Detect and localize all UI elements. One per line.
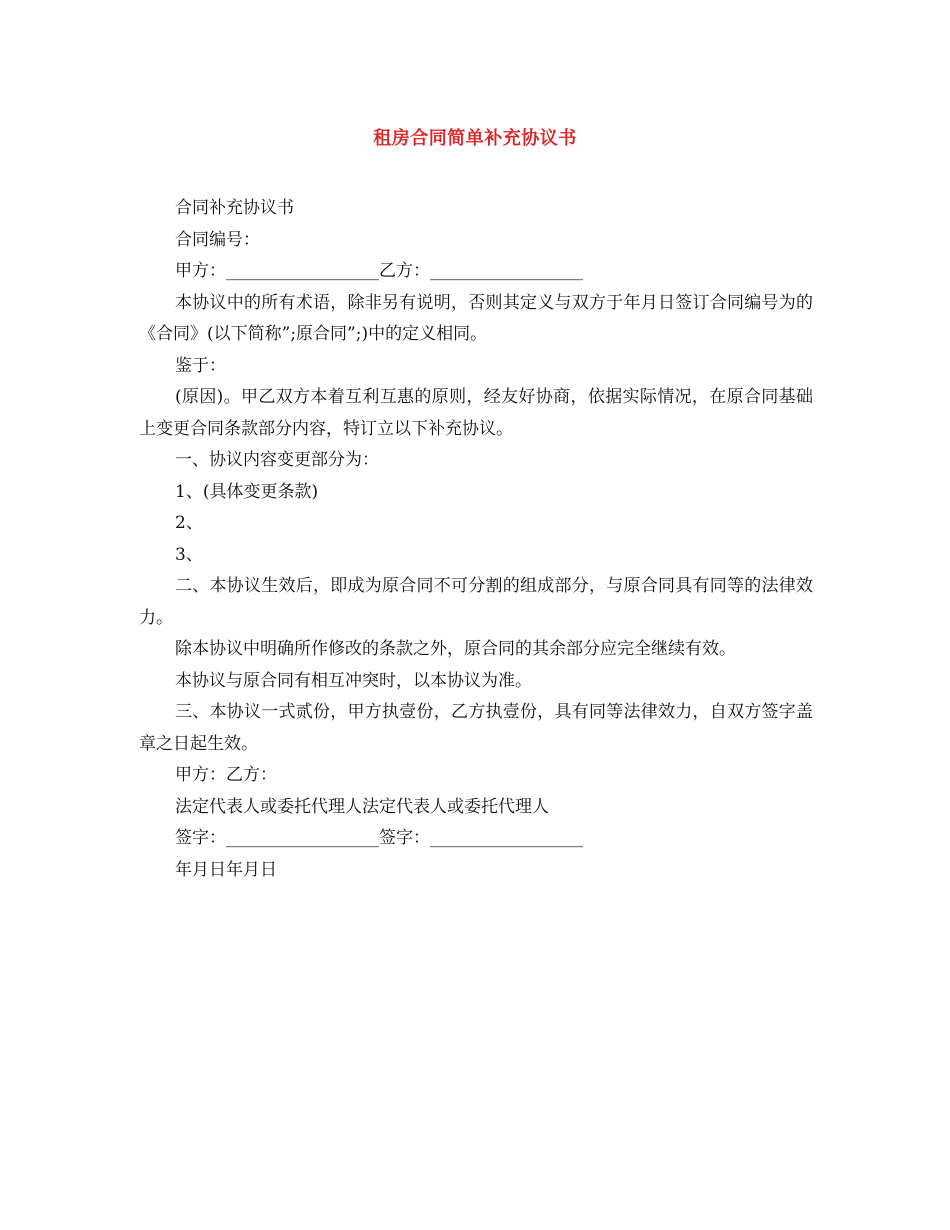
paragraph-whereas: 鉴于：: [175, 355, 226, 376]
paragraph-parties: 甲方：__________________乙方：__________________: [175, 261, 583, 281]
paragraph-contract-number: 合同编号：: [175, 229, 260, 250]
paragraph-item-2: 2、: [175, 513, 203, 533]
document-title: 租房合同简单补充协议书: [373, 128, 577, 149]
paragraph-section-three: 三、本协议一式贰份，甲方执壹份，乙方执壹份，具有同等法律效力，自双方签字盖章之日起生效。: [139, 702, 813, 754]
paragraph-section-two: 二、本协议生效后，即成为原合同不可分割的组成部分，与原合同具有同等的法律效力。: [139, 576, 813, 628]
paragraph-item-1: 1、(具体变更条款): [175, 481, 319, 502]
paragraph-conflict: 本协议与原合同有相互冲突时，以本协议为准。: [175, 670, 532, 691]
paragraph-reason: (原因)。甲乙双方本着互利互惠的原则，经友好协商，依据实际情况，在原合同基础上变更合同条款部分内容，特订立以下补充协议。: [139, 387, 813, 439]
paragraph-item-3: 3、: [175, 544, 203, 565]
document-body: [139, 193, 813, 886]
paragraph-section-one: 一、协议内容变更部分为：: [175, 450, 379, 470]
paragraph-dates: 年月日年月日: [175, 859, 277, 880]
paragraph-signature-parties: 甲方：乙方：: [175, 765, 277, 785]
paragraph-representatives: 法定代表人或委托代理人法定代表人或委托代理人: [175, 796, 549, 817]
paragraph-heading: 合同补充协议书: [175, 198, 294, 218]
paragraph-remaining-valid: 除本协议中明确所作修改的条款之外，原合同的其余部分应完全继续有效。: [175, 639, 736, 659]
paragraph-definitions: 本协议中的所有术语，除非另有说明，否则其定义与双方于年月日签订合同编号为的《合同》(以下简称”;原合同”;)中的定义相同。: [139, 292, 813, 344]
paragraph-signature-lines: 签字：__________________签字：__________________: [175, 828, 583, 848]
